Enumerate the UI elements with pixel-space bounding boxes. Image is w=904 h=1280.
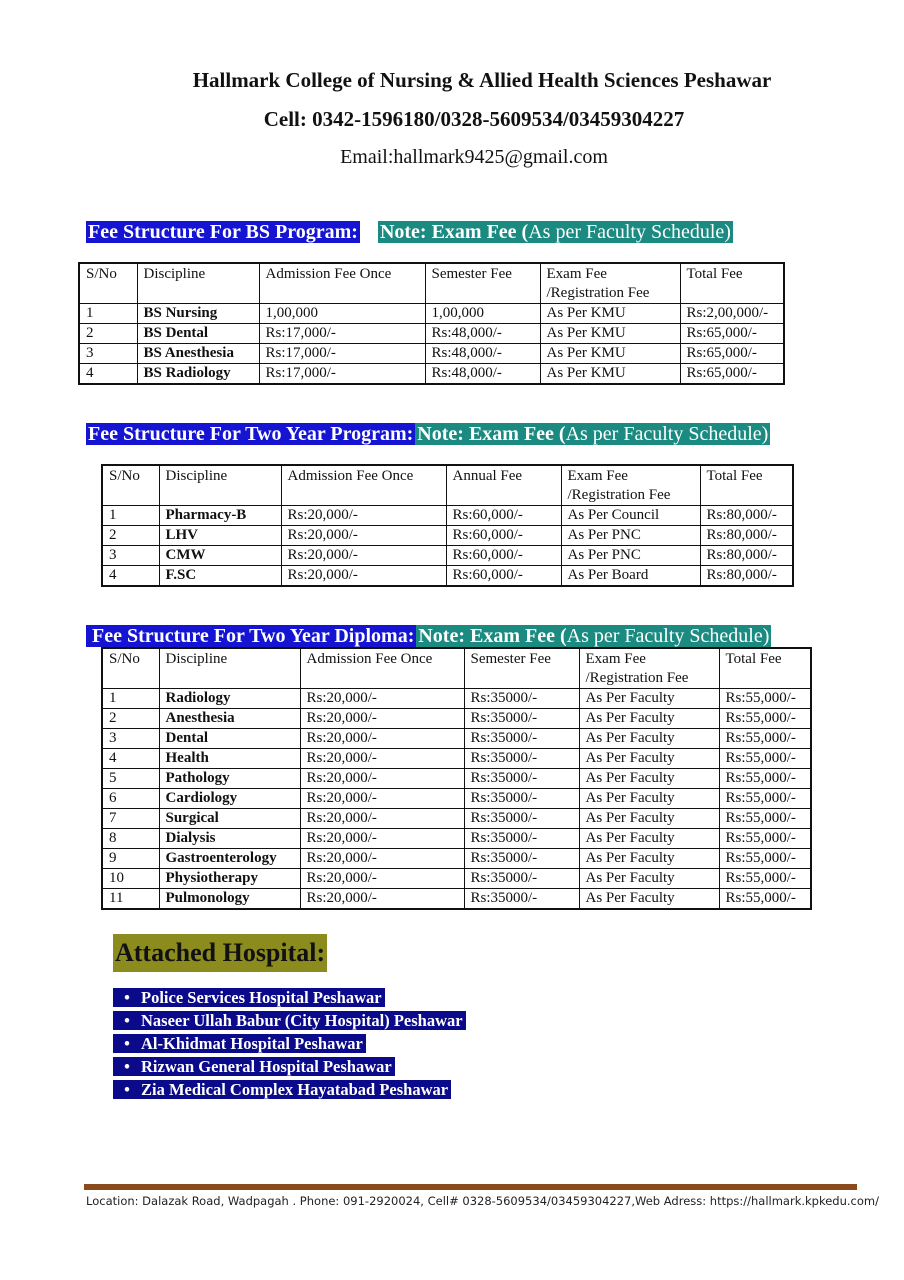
- two-year-note-bold: Note: Exam Fee (: [417, 423, 566, 445]
- column-header: Discipline: [159, 648, 300, 689]
- table-cell: Rs:20,000/-: [281, 566, 446, 587]
- two-year-fee-table: [101, 464, 794, 587]
- discipline-cell: Surgical: [159, 809, 300, 829]
- table-cell: Rs:20,000/-: [281, 526, 446, 546]
- table-cell: Rs:17,000/-: [259, 364, 425, 385]
- table-cell: Rs:65,000/-: [680, 344, 784, 364]
- column-header: Discipline: [159, 465, 281, 506]
- column-header: S/No: [79, 263, 137, 304]
- table-cell: Rs:20,000/-: [300, 789, 464, 809]
- table-cell: Rs:35000/-: [464, 809, 579, 829]
- discipline-cell: CMW: [159, 546, 281, 566]
- table-cell: 3: [102, 729, 159, 749]
- table-row: [102, 729, 811, 749]
- two-year-title: Fee Structure For Two Year Program:: [88, 423, 414, 445]
- bs-note-bold: Note: Exam Fee (: [379, 221, 529, 243]
- table-cell: 4: [102, 566, 159, 587]
- cell-numbers: : 0342-1596180/0328-5609534/03459304227: [299, 107, 685, 131]
- table-cell: Rs:20,000/-: [300, 769, 464, 789]
- table-cell: As Per Faculty: [579, 789, 719, 809]
- table-cell: As Per Faculty: [579, 709, 719, 729]
- table-cell: As Per Faculty: [579, 769, 719, 789]
- table-cell: Rs:60,000/-: [446, 566, 561, 587]
- column-header: Exam Fee /Registration Fee: [540, 263, 680, 304]
- table-header-row: [102, 648, 811, 689]
- table-cell: 2: [102, 709, 159, 729]
- table-cell: Rs:35000/-: [464, 849, 579, 869]
- table-cell: Rs:55,000/-: [719, 789, 811, 809]
- discipline-cell: Anesthesia: [159, 709, 300, 729]
- table-cell: Rs:35000/-: [464, 789, 579, 809]
- column-header: Discipline: [137, 263, 259, 304]
- table-cell: 10: [102, 869, 159, 889]
- table-cell: 8: [102, 829, 159, 849]
- discipline-cell: Cardiology: [159, 789, 300, 809]
- diploma-title: Fee Structure For Two Year Diploma:: [86, 625, 416, 647]
- table-cell: 1: [79, 304, 137, 324]
- table-cell: 1: [102, 506, 159, 526]
- column-header: Exam Fee /Registration Fee: [579, 648, 719, 689]
- column-header: Total Fee: [719, 648, 811, 689]
- table-row: [102, 506, 793, 526]
- diploma-note: [416, 625, 771, 647]
- diploma-fee-table: [101, 647, 812, 910]
- table-cell: 11: [102, 889, 159, 910]
- table-cell: Rs:55,000/-: [719, 829, 811, 849]
- two-year-section-heading: [86, 422, 770, 446]
- table-cell: Rs:60,000/-: [446, 546, 561, 566]
- discipline-cell: Pulmonology: [159, 889, 300, 910]
- hospital-name: Police Services Hospital Peshawar: [141, 988, 382, 1007]
- table-cell: Rs:35000/-: [464, 769, 579, 789]
- discipline-cell: Pharmacy-B: [159, 506, 281, 526]
- bullet-icon: •: [124, 1011, 130, 1030]
- hospital-name: Naseer Ullah Babur (City Hospital) Peshawar: [141, 1011, 463, 1030]
- table-cell: 3: [79, 344, 137, 364]
- table-cell: Rs:20,000/-: [300, 709, 464, 729]
- table-cell: Rs:35000/-: [464, 749, 579, 769]
- table-cell: Rs:55,000/-: [719, 769, 811, 789]
- table-row: [102, 546, 793, 566]
- hospital-highlight: [113, 1011, 466, 1030]
- column-header: Total Fee: [700, 465, 793, 506]
- table-cell: As Per KMU: [540, 324, 680, 344]
- table-cell: Rs:80,000/-: [700, 546, 793, 566]
- table-cell: As Per Faculty: [579, 829, 719, 849]
- table-row: [102, 849, 811, 869]
- table-cell: Rs:55,000/-: [719, 749, 811, 769]
- table-cell: Rs:55,000/-: [719, 809, 811, 829]
- table-cell: Rs:20,000/-: [281, 546, 446, 566]
- table-cell: As Per Faculty: [579, 869, 719, 889]
- table-cell: As Per PNC: [561, 526, 700, 546]
- table-row: [79, 344, 784, 364]
- table-row: [102, 526, 793, 546]
- table-cell: Rs:60,000/-: [446, 526, 561, 546]
- table-row: [102, 809, 811, 829]
- table-cell: Rs:2,00,000/-: [680, 304, 784, 324]
- table-cell: Rs:35000/-: [464, 869, 579, 889]
- diploma-note-bold: Note: Exam Fee (: [418, 625, 567, 647]
- table-cell: Rs:55,000/-: [719, 689, 811, 709]
- table-cell: As Per Council: [561, 506, 700, 526]
- table-cell: Rs:55,000/-: [719, 709, 811, 729]
- hospital-name: Al-Khidmat Hospital Peshawar: [141, 1034, 363, 1053]
- hospital-name: Zia Medical Complex Hayatabad Peshawar: [141, 1080, 449, 1099]
- column-header: Exam Fee /Registration Fee: [561, 465, 700, 506]
- hospital-highlight: [113, 1057, 395, 1076]
- discipline-cell: BS Dental: [137, 324, 259, 344]
- bs-section-heading: [86, 220, 733, 244]
- table-row: [79, 364, 784, 385]
- discipline-cell: BS Radiology: [137, 364, 259, 385]
- footer-divider: [84, 1184, 857, 1190]
- column-header: Semester Fee: [464, 648, 579, 689]
- table-cell: Rs:55,000/-: [719, 889, 811, 910]
- attached-hospital-title: Attached Hospital:: [113, 934, 327, 972]
- discipline-cell: Health: [159, 749, 300, 769]
- table-cell: As Per Board: [561, 566, 700, 587]
- hospital-list-item: [113, 1034, 466, 1054]
- table-cell: As Per Faculty: [579, 809, 719, 829]
- table-cell: As Per Faculty: [579, 849, 719, 869]
- college-name: Hallmark College of Nursing & Allied Health Sciences Peshawar: [192, 68, 772, 92]
- table-cell: Rs:17,000/-: [259, 344, 425, 364]
- bs-title: Fee Structure For BS Program:: [88, 221, 358, 243]
- two-year-note: [415, 423, 770, 445]
- hospital-list-item: [113, 1011, 466, 1031]
- table-cell: Rs:48,000/-: [425, 344, 540, 364]
- table-cell: Rs:20,000/-: [300, 689, 464, 709]
- discipline-cell: Dialysis: [159, 829, 300, 849]
- email-line: Email:hallmark9425@gmail.com: [340, 146, 608, 168]
- discipline-cell: LHV: [159, 526, 281, 546]
- table-cell: 9: [102, 849, 159, 869]
- table-header-row: [102, 465, 793, 506]
- discipline-cell: Gastroenterology: [159, 849, 300, 869]
- column-header: Admission Fee Once: [300, 648, 464, 689]
- table-cell: Rs:20,000/-: [300, 729, 464, 749]
- column-header: Total Fee: [680, 263, 784, 304]
- table-cell: Rs:80,000/-: [700, 506, 793, 526]
- table-cell: 4: [102, 749, 159, 769]
- table-cell: Rs:20,000/-: [300, 809, 464, 829]
- table-cell: Rs:35000/-: [464, 709, 579, 729]
- bs-note-rest: As per Faculty Schedule): [528, 221, 731, 243]
- hospital-name: Rizwan General Hospital Peshawar: [141, 1057, 392, 1076]
- table-cell: Rs:20,000/-: [300, 749, 464, 769]
- table-cell: 1,00,000: [259, 304, 425, 324]
- discipline-cell: BS Anesthesia: [137, 344, 259, 364]
- hospital-list-item: [113, 988, 466, 1008]
- table-cell: Rs:35000/-: [464, 689, 579, 709]
- hospital-highlight: [113, 1034, 366, 1053]
- table-row: [102, 709, 811, 729]
- column-header: S/No: [102, 465, 159, 506]
- table-header-row: [79, 263, 784, 304]
- table-cell: 6: [102, 789, 159, 809]
- table-cell: Rs:17,000/-: [259, 324, 425, 344]
- table-row: [102, 829, 811, 849]
- table-cell: Rs:55,000/-: [719, 869, 811, 889]
- table-cell: Rs:55,000/-: [719, 729, 811, 749]
- bs-note: [378, 221, 733, 243]
- table-cell: Rs:48,000/-: [425, 324, 540, 344]
- table-cell: Rs:60,000/-: [446, 506, 561, 526]
- hospital-highlight: [113, 988, 385, 1007]
- table-cell: 2: [102, 526, 159, 546]
- table-row: [102, 869, 811, 889]
- cell-line: [22, 107, 904, 132]
- table-cell: Rs:65,000/-: [680, 324, 784, 344]
- table-cell: As Per KMU: [540, 364, 680, 385]
- table-cell: As Per Faculty: [579, 729, 719, 749]
- table-cell: Rs:35000/-: [464, 889, 579, 910]
- bullet-icon: •: [124, 1080, 130, 1099]
- table-cell: Rs:20,000/-: [300, 829, 464, 849]
- table-cell: 4: [79, 364, 137, 385]
- discipline-cell: Radiology: [159, 689, 300, 709]
- hospital-list-item: [113, 1057, 466, 1077]
- hospital-list: [113, 988, 466, 1103]
- hospital-list-item: [113, 1080, 466, 1100]
- discipline-cell: F.SC: [159, 566, 281, 587]
- discipline-cell: BS Nursing: [137, 304, 259, 324]
- table-cell: 2: [79, 324, 137, 344]
- table-cell: 3: [102, 546, 159, 566]
- table-cell: Rs:20,000/-: [300, 849, 464, 869]
- two-year-note-rest: As per Faculty Schedule): [565, 423, 769, 445]
- diploma-section-heading: [86, 624, 771, 648]
- table-cell: 1,00,000: [425, 304, 540, 324]
- table-row: [79, 324, 784, 344]
- table-cell: Rs:20,000/-: [300, 889, 464, 910]
- bs-fee-table: [78, 262, 785, 385]
- table-row: [102, 769, 811, 789]
- bullet-icon: •: [124, 988, 130, 1007]
- bullet-icon: •: [124, 1057, 130, 1076]
- table-cell: Rs:35000/-: [464, 829, 579, 849]
- table-cell: Rs:80,000/-: [700, 526, 793, 546]
- bullet-icon: •: [124, 1034, 130, 1053]
- table-cell: Rs:20,000/-: [300, 869, 464, 889]
- table-cell: Rs:65,000/-: [680, 364, 784, 385]
- cell-label: Cell: [263, 107, 300, 131]
- column-header: Admission Fee Once: [259, 263, 425, 304]
- table-cell: Rs:20,000/-: [281, 506, 446, 526]
- table-cell: As Per Faculty: [579, 749, 719, 769]
- discipline-cell: Physiotherapy: [159, 869, 300, 889]
- table-cell: As Per KMU: [540, 344, 680, 364]
- table-row: [102, 889, 811, 910]
- table-row: [102, 749, 811, 769]
- table-cell: Rs:48,000/-: [425, 364, 540, 385]
- table-cell: As Per Faculty: [579, 889, 719, 910]
- hospital-highlight: [113, 1080, 451, 1099]
- table-cell: As Per PNC: [561, 546, 700, 566]
- table-cell: Rs:35000/-: [464, 729, 579, 749]
- table-row: [102, 566, 793, 587]
- table-cell: Rs:55,000/-: [719, 849, 811, 869]
- table-cell: As Per KMU: [540, 304, 680, 324]
- table-row: [79, 304, 784, 324]
- column-header: S/No: [102, 648, 159, 689]
- table-cell: 1: [102, 689, 159, 709]
- column-header: Semester Fee: [425, 263, 540, 304]
- discipline-cell: Dental: [159, 729, 300, 749]
- column-header: Admission Fee Once: [281, 465, 446, 506]
- table-cell: Rs:80,000/-: [700, 566, 793, 587]
- table-row: [102, 689, 811, 709]
- discipline-cell: Pathology: [159, 769, 300, 789]
- table-cell: As Per Faculty: [579, 689, 719, 709]
- diploma-note-rest: As per Faculty Schedule): [566, 625, 770, 647]
- footer-text: Location: Dalazak Road, Wadpagah . Phone: 091-2920024, Cell# 0328-5609534/03459304227,Web Adress: https://hallmark.kpkedu.com/: [86, 1194, 879, 1208]
- table-row: [102, 789, 811, 809]
- table-cell: 5: [102, 769, 159, 789]
- table-cell: 7: [102, 809, 159, 829]
- column-header: Annual Fee: [446, 465, 561, 506]
